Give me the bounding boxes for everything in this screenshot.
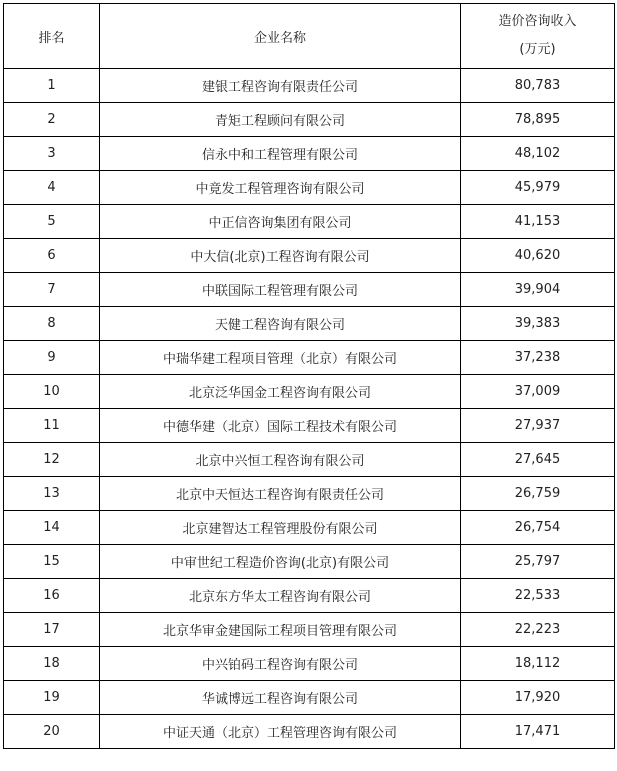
company-name-cell: 中德华建（北京）国际工程技术有限公司 — [100, 409, 461, 443]
revenue-cell: 22,223 — [461, 613, 615, 647]
rank-cell: 3 — [4, 137, 100, 171]
header-rank: 排名 — [4, 4, 100, 69]
revenue-cell: 37,009 — [461, 375, 615, 409]
rank-cell: 11 — [4, 409, 100, 443]
revenue-cell: 45,979 — [461, 171, 615, 205]
company-name-cell: 天健工程咨询有限公司 — [100, 307, 461, 341]
table-row — [4, 239, 615, 273]
rank-cell: 4 — [4, 171, 100, 205]
table-row — [4, 205, 615, 239]
company-name-cell: 建银工程咨询有限责任公司 — [100, 69, 461, 103]
table-row — [4, 545, 615, 579]
company-name-cell: 中瑞华建工程项目管理（北京）有限公司 — [100, 341, 461, 375]
revenue-cell: 39,383 — [461, 307, 615, 341]
company-name-cell: 中兴铂码工程咨询有限公司 — [100, 647, 461, 681]
revenue-cell: 27,937 — [461, 409, 615, 443]
header-revenue-unit: (万元) — [519, 42, 556, 57]
table-row — [4, 307, 615, 341]
table-row — [4, 715, 615, 749]
header-row — [4, 4, 615, 69]
company-name-cell: 中审世纪工程造价咨询(北京)有限公司 — [100, 545, 461, 579]
revenue-cell: 25,797 — [461, 545, 615, 579]
rank-cell: 17 — [4, 613, 100, 647]
rank-cell: 6 — [4, 239, 100, 273]
company-name-cell: 中竟发工程管理咨询有限公司 — [100, 171, 461, 205]
revenue-cell: 26,759 — [461, 477, 615, 511]
revenue-cell: 78,895 — [461, 103, 615, 137]
company-name-cell: 北京建智达工程管理股份有限公司 — [100, 511, 461, 545]
table-row — [4, 171, 615, 205]
table-row — [4, 579, 615, 613]
revenue-cell: 80,783 — [461, 69, 615, 103]
revenue-cell: 18,112 — [461, 647, 615, 681]
revenue-cell: 17,471 — [461, 715, 615, 749]
revenue-cell: 37,238 — [461, 341, 615, 375]
table-row — [4, 341, 615, 375]
company-name-cell: 北京华审金建国际工程项目管理有限公司 — [100, 613, 461, 647]
table-row — [4, 69, 615, 103]
rank-cell: 18 — [4, 647, 100, 681]
company-name-cell: 青矩工程顾问有限公司 — [100, 103, 461, 137]
company-name-cell: 中大信(北京)工程咨询有限公司 — [100, 239, 461, 273]
revenue-cell: 39,904 — [461, 273, 615, 307]
rank-cell: 8 — [4, 307, 100, 341]
ranking-table — [3, 3, 615, 749]
company-name-cell: 北京中兴恒工程咨询有限公司 — [100, 443, 461, 477]
revenue-cell: 26,754 — [461, 511, 615, 545]
company-name-cell: 中联国际工程管理有限公司 — [100, 273, 461, 307]
revenue-cell: 27,645 — [461, 443, 615, 477]
revenue-cell: 48,102 — [461, 137, 615, 171]
table-row — [4, 681, 615, 715]
company-name-cell: 信永中和工程管理有限公司 — [100, 137, 461, 171]
rank-cell: 14 — [4, 511, 100, 545]
rank-cell: 20 — [4, 715, 100, 749]
revenue-cell: 41,153 — [461, 205, 615, 239]
rank-cell: 10 — [4, 375, 100, 409]
table-header — [4, 4, 615, 69]
table-row — [4, 511, 615, 545]
table-row — [4, 137, 615, 171]
company-name-cell: 中证天通（北京）工程管理咨询有限公司 — [100, 715, 461, 749]
revenue-cell: 22,533 — [461, 579, 615, 613]
rank-cell: 13 — [4, 477, 100, 511]
table-row — [4, 477, 615, 511]
revenue-cell: 40,620 — [461, 239, 615, 273]
company-name-cell: 中正信咨询集团有限公司 — [100, 205, 461, 239]
rank-cell: 9 — [4, 341, 100, 375]
company-name-cell: 北京中天恒达工程咨询有限责任公司 — [100, 477, 461, 511]
revenue-cell: 17,920 — [461, 681, 615, 715]
header-company: 企业名称 — [100, 4, 461, 69]
header-revenue-title: 造价咨询收入 — [498, 14, 577, 29]
table-row — [4, 409, 615, 443]
table-row — [4, 375, 615, 409]
rank-cell: 7 — [4, 273, 100, 307]
header-revenue — [461, 4, 615, 69]
rank-cell: 12 — [4, 443, 100, 477]
rank-cell: 19 — [4, 681, 100, 715]
company-name-cell: 北京东方华太工程咨询有限公司 — [100, 579, 461, 613]
company-name-cell: 华诚博远工程咨询有限公司 — [100, 681, 461, 715]
table-row — [4, 103, 615, 137]
table-body — [4, 69, 615, 749]
rank-cell: 1 — [4, 69, 100, 103]
table-row — [4, 613, 615, 647]
rank-cell: 2 — [4, 103, 100, 137]
rank-cell: 5 — [4, 205, 100, 239]
table-row — [4, 273, 615, 307]
table-row — [4, 647, 615, 681]
company-name-cell: 北京泛华国金工程咨询有限公司 — [100, 375, 461, 409]
rank-cell: 15 — [4, 545, 100, 579]
rank-cell: 16 — [4, 579, 100, 613]
table-row — [4, 443, 615, 477]
